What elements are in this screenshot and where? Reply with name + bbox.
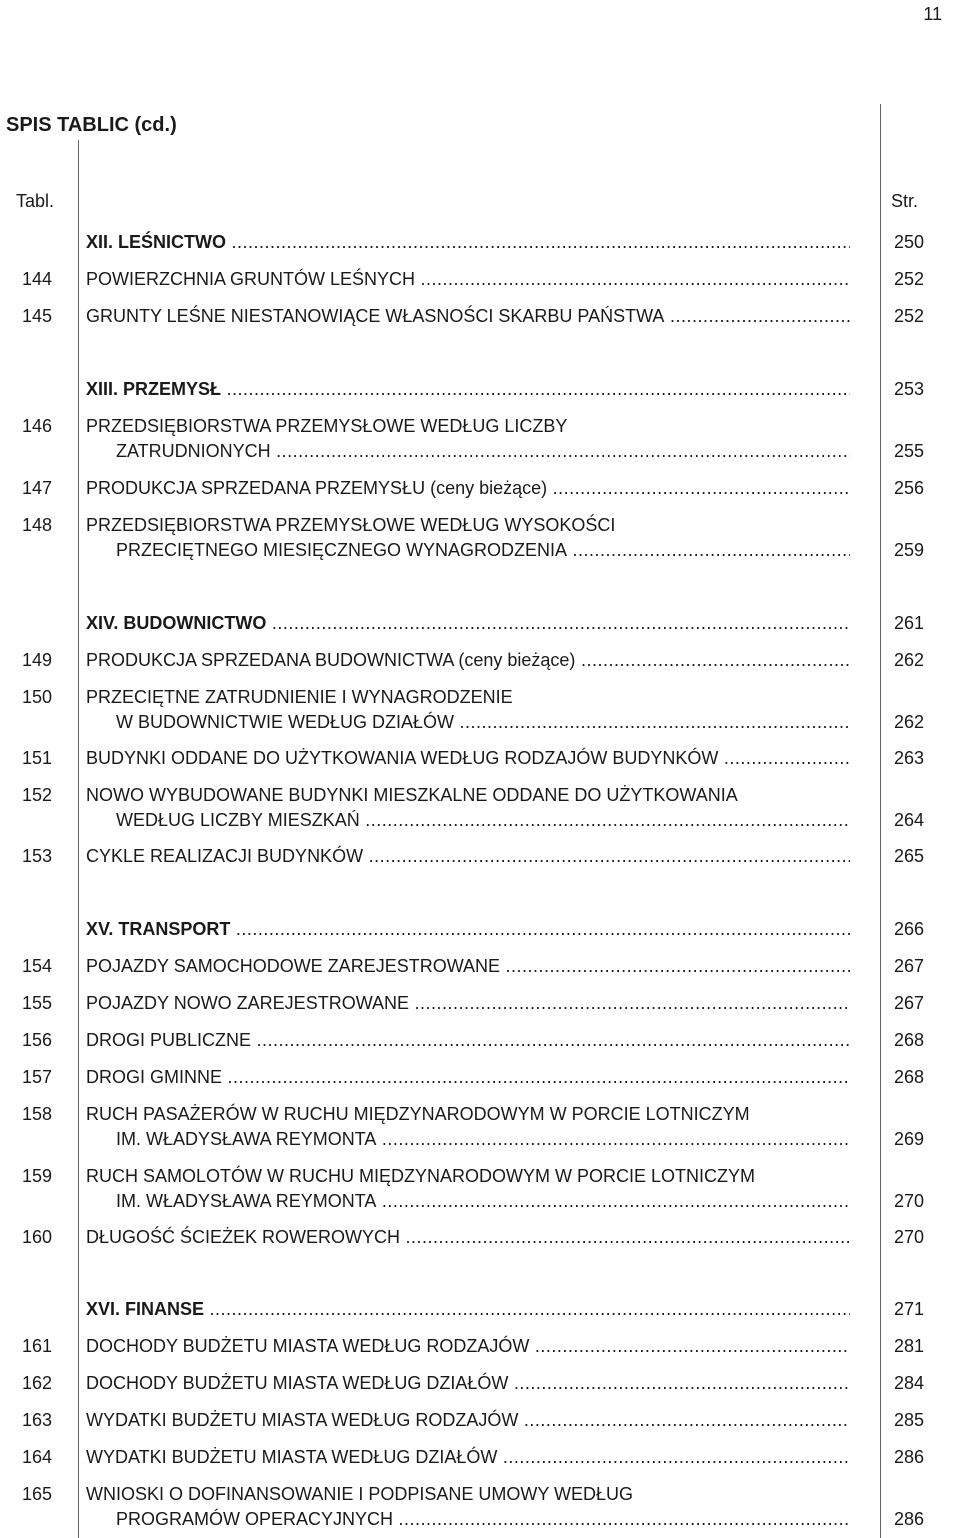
table-title: GRUNTY LEŚNE NIESTANOWIĄCE WŁASNOŚCI SKARBU PAŃSTWA ..... xyxy=(86,304,850,329)
page-reference: 270 xyxy=(894,1227,925,1247)
table-title: DROGI PUBLICZNE ..... xyxy=(86,1028,850,1053)
table-number: 162 xyxy=(22,1373,53,1393)
table-title: POJAZDY SAMOCHODOWE ZAREJESTROWANE ..... xyxy=(86,954,850,979)
table-title-continued: PROGRAMÓW OPERACYJNYCH ..... xyxy=(116,1507,850,1532)
table-title: WYDATKI BUDŻETU MIASTA WEDŁUG RODZAJÓW ..... xyxy=(86,1408,850,1433)
table-title: RUCH SAMOLOTÓW W RUCHU MIĘDZYNARODOWYM W PORCIE LOTNICZYM xyxy=(86,1166,755,1186)
table-title: PRZEDSIĘBIORSTWA PRZEMYSŁOWE WEDŁUG LICZBY xyxy=(86,416,568,436)
page-reference: 270 xyxy=(894,1191,925,1211)
section-title: XVI. FINANSE ..... xyxy=(86,1297,850,1322)
page-reference: 286 xyxy=(894,1447,925,1467)
section-title: XIV. BUDOWNICTWO ..... xyxy=(86,611,850,636)
table-number: 146 xyxy=(22,416,53,436)
table-number: 156 xyxy=(22,1030,53,1050)
table-number: 152 xyxy=(22,785,53,805)
table-title: DOCHODY BUDŻETU MIASTA WEDŁUG RODZAJÓW ..... xyxy=(86,1334,850,1359)
page-reference: 256 xyxy=(894,478,925,498)
table-number: 161 xyxy=(22,1336,53,1356)
table-title: WYDATKI BUDŻETU MIASTA WEDŁUG DZIAŁÓW ..... xyxy=(86,1445,850,1470)
page-reference: 286 xyxy=(894,1509,925,1529)
table-title-continued: IM. WŁADYSŁAWA REYMONTA ..... xyxy=(116,1127,850,1152)
section-title: XV. TRANSPORT ..... xyxy=(86,917,850,942)
table-title: POWIERZCHNIA GRUNTÓW LEŚNYCH ..... xyxy=(86,267,850,292)
page-reference: 263 xyxy=(894,748,925,768)
page-number: 11 xyxy=(923,4,942,24)
table-number: 151 xyxy=(22,748,53,768)
page-reference: 271 xyxy=(894,1299,925,1319)
table-number: 154 xyxy=(22,956,53,976)
page-reference: 262 xyxy=(894,712,925,732)
table-number: 155 xyxy=(22,993,53,1013)
page-reference: 250 xyxy=(894,232,925,252)
page-title: SPIS TABLIC (cd.) xyxy=(6,114,177,136)
table-title: DŁUGOŚĆ ŚCIEŻEK ROWEROWYCH ..... xyxy=(86,1225,850,1250)
table-number: 157 xyxy=(22,1067,53,1087)
page-reference: 255 xyxy=(894,441,925,461)
table-title-continued: W BUDOWNICTWIE WEDŁUG DZIAŁÓW ..... xyxy=(116,710,850,735)
table-title: PRODUKCJA SPRZEDANA PRZEMYSŁU (ceny bieżące) ..... xyxy=(86,476,850,501)
page-reference: 252 xyxy=(894,306,925,326)
section-title: XII. LEŚNICTWO ..... xyxy=(86,230,850,255)
table-number: 145 xyxy=(22,306,53,326)
page-reference: 284 xyxy=(894,1373,925,1393)
page-reference: 267 xyxy=(894,993,925,1013)
page-reference: 285 xyxy=(894,1410,925,1430)
table-number: 164 xyxy=(22,1447,53,1467)
section-title: XIII. PRZEMYSŁ ..... xyxy=(86,377,850,402)
table-title: WNIOSKI O DOFINANSOWANIE I PODPISANE UMOWY WEDŁUG xyxy=(86,1484,634,1504)
table-title: NOWO WYBUDOWANE BUDYNKI MIESZKALNE ODDANE DO UŻYTKOWANIA xyxy=(86,785,738,805)
table-title: POJAZDY NOWO ZAREJESTROWANE ..... xyxy=(86,991,850,1016)
table-title: BUDYNKI ODDANE DO UŻYTKOWANIA WEDŁUG RODZAJÓW BUDYNKÓW ..... xyxy=(86,746,850,771)
column-header-table: Tabl. xyxy=(16,191,55,211)
table-title-continued: ZATRUDNIONYCH ..... xyxy=(116,439,850,464)
page-reference: 281 xyxy=(894,1336,925,1356)
column-header-page: Str. xyxy=(891,191,919,211)
table-title-continued: IM. WŁADYSŁAWA REYMONTA ..... xyxy=(116,1189,850,1214)
table-number: 148 xyxy=(22,515,53,535)
page-reference: 262 xyxy=(894,650,925,670)
page-reference: 265 xyxy=(894,846,925,866)
table-number: 159 xyxy=(22,1166,53,1186)
table-number: 158 xyxy=(22,1104,53,1124)
page-reference: 266 xyxy=(894,919,925,939)
page-reference: 268 xyxy=(894,1067,925,1087)
table-title: CYKLE REALIZACJI BUDYNKÓW ..... xyxy=(86,844,850,869)
table-title-continued: WEDŁUG LICZBY MIESZKAŃ ..... xyxy=(116,808,850,833)
table-number: 163 xyxy=(22,1410,53,1430)
table-number: 144 xyxy=(22,269,53,289)
table-number: 149 xyxy=(22,650,53,670)
table-title: PRODUKCJA SPRZEDANA BUDOWNICTWA (ceny bieżące) ..... xyxy=(86,648,850,673)
page-reference: 269 xyxy=(894,1129,925,1149)
page-reference: 264 xyxy=(894,810,925,830)
table-title: RUCH PASAŻERÓW W RUCHU MIĘDZYNARODOWYM W PORCIE LOTNICZYM xyxy=(86,1104,750,1124)
page-reference: 268 xyxy=(894,1030,925,1050)
table-title: PRZEDSIĘBIORSTWA PRZEMYSŁOWE WEDŁUG WYSOKOŚCI xyxy=(86,515,616,535)
page-reference: 252 xyxy=(894,269,925,289)
table-number: 147 xyxy=(22,478,53,498)
page-reference: 259 xyxy=(894,540,925,560)
page-reference: 267 xyxy=(894,956,925,976)
table-title: DOCHODY BUDŻETU MIASTA WEDŁUG DZIAŁÓW ..... xyxy=(86,1371,850,1396)
table-title-continued: PRZECIĘTNEGO MIESIĘCZNEGO WYNAGRODZENIA ..... xyxy=(116,538,850,563)
table-title: DROGI GMINNE ..... xyxy=(86,1065,850,1090)
table-number: 165 xyxy=(22,1484,53,1504)
table-title: PRZECIĘTNE ZATRUDNIENIE I WYNAGRODZENIE xyxy=(86,687,513,707)
table-number: 150 xyxy=(22,687,53,707)
page-reference: 261 xyxy=(894,613,925,633)
table-number: 153 xyxy=(22,846,53,866)
page-reference: 253 xyxy=(894,379,925,399)
table-number: 160 xyxy=(22,1227,53,1247)
